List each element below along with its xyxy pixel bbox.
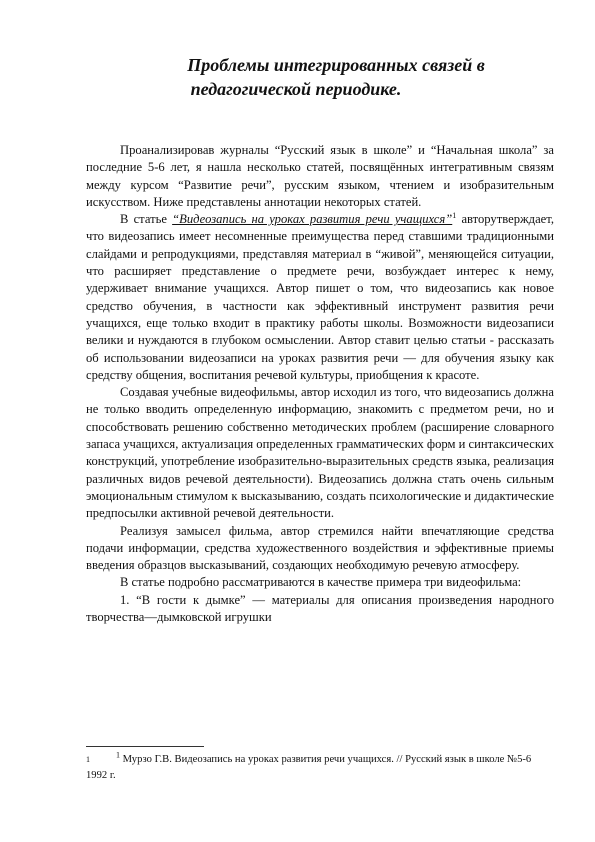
paragraph-example-1: 1. “В гости к дымке” — материалы для описания произведения народного творчества—дымковской игрушки xyxy=(86,592,554,625)
paragraph-video-goals: Создавая учебные видеофильмы, автор исходил из того, что видеозапись должна не только вводить определенную информацию, знакомить с предметом речи, но и способствовать решению собственно методических проблем (расширение словарного запаса учащихся, актуализация определенных грамматических форм и синтаксических конструкций, употребление изобразительно-выразительных средств языка, реализация различных видов речевой деятельности). Видеозапись должна стать очень сильным эмоциональным стимулом к высказыванию, создать психологические и дидактические предпосылки активной речевой деятельности. xyxy=(86,385,555,521)
footnote-text: Мурзо Г.В. Видеозапись на уроках развития речи учащихся. // Русский язык в школе №5-6 1992 г. xyxy=(86,754,532,781)
paragraph-article-summary xyxy=(86,211,554,384)
footnote-reference[interactable]: 1 xyxy=(452,211,457,220)
footnote-number: 1 xyxy=(116,750,120,760)
page-title-line-1: Проблемы интегрированных связей в xyxy=(187,55,485,75)
footnote-mark: 1 xyxy=(86,755,90,764)
paragraph-lead: В статье xyxy=(120,212,173,227)
article-body xyxy=(86,142,554,626)
article-title-link[interactable]: “Видеозапись на уроках развития речи учащихся” xyxy=(172,212,453,227)
paragraph-intro: Проанализировав журналы “Русский язык в школе” и “Начальная школа” за последние 5-6 лет, я нашла несколько статей, посвящённых интегративным связям между курсом “Развитие речи”, русским языком, чтением и изобразительным искусством. Ниже представлены аннотации некоторых статей. xyxy=(86,143,554,209)
paragraph-summary-text: авторутверждает, что видеозапись имеет несомненные преимущества перед ставшими традиционными слайдами и репродукциями, представляя материал в “живой”, меняющейся ситуации, что расширяет представление о предмете речи, возбуждает интерес к нему, удерживает внимание учащихся. Автор пишет о том, что видеозапись как новое средство обучения, в частности как эффективный инструмент развития речи учащихся, еще только входит в практику работы школы. Возможности видеозаписи велики и нуждаются в глубоком осмыслении. Автор ставит целью статьи - рассказать об использовании видеозаписи на уроках развития речи — для обучения языку как средству общения, воспитания речевой культуры, приобщения к красоте. xyxy=(86,212,554,382)
footnote xyxy=(86,752,546,784)
page-title-line-2: педагогической периодике. xyxy=(190,79,402,99)
paragraph-film-design: Реализуя замысел фильма, автор стремился найти впечатляющие средства подачи информации, средства художественного воздействия и эффективные приемы введения образцов высказываний, создающих необходимую речевую атмосферу. xyxy=(86,523,554,573)
footnote-divider xyxy=(86,746,204,747)
paragraph-examples-intro: В статье подробно рассматриваются в качестве примера три видеофильма: xyxy=(120,575,522,590)
